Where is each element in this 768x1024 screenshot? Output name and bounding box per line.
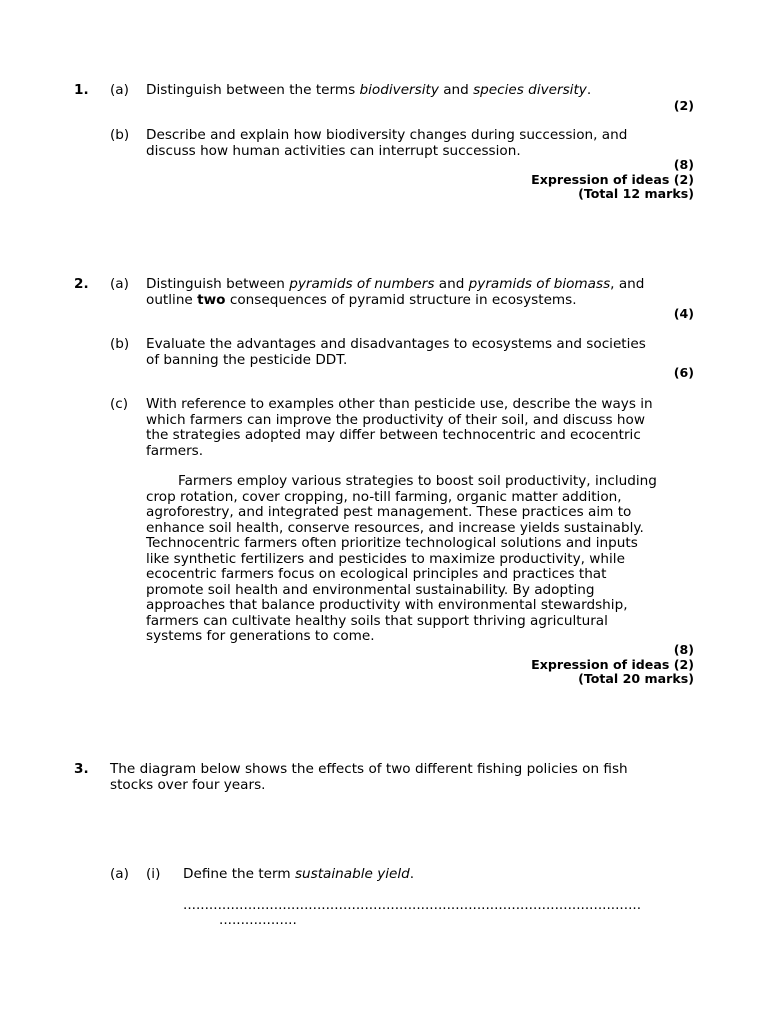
emphasis-two: two xyxy=(197,291,226,308)
question-2-total-marks: (Total 20 marks) xyxy=(578,671,694,686)
question-2a-text-pre: Distinguish between xyxy=(146,276,290,292)
question-2b-text: Evaluate the advantages and disadvantages to ecosystems and societies of banning the pesticide DDT. xyxy=(146,336,646,368)
question-3a-label: (a) xyxy=(110,866,129,882)
question-1-total-marks: (Total 12 marks) xyxy=(578,186,694,201)
question-2c-text: With reference to examples other than pesticide use, describe the ways in which farmers can improve the productivity of their soil, and discuss how the strategies adopted may differ between technocentric and ecocentric farmers. xyxy=(146,396,653,459)
term-pyramids-of-biomass: pyramids of biomass xyxy=(468,276,611,292)
question-1b-label: (b) xyxy=(110,127,130,143)
question-3-number: 3. xyxy=(74,761,89,777)
question-1a-text-post: . xyxy=(586,82,592,98)
question-2c-marks-value: (8) xyxy=(673,642,694,657)
question-2a-text-post1: , and outline xyxy=(146,276,645,308)
answer-line-1[interactable]: .......................................................................................................... xyxy=(183,897,642,913)
question-2a-text xyxy=(146,277,661,308)
term-pyramids-of-numbers: pyramids of numbers xyxy=(289,276,435,292)
question-2a-text-mid: and xyxy=(434,276,469,292)
question-1-number: 1. xyxy=(74,82,89,98)
question-3-intro: The diagram below shows the effects of two different fishing policies on fish stocks over four years. xyxy=(110,761,628,793)
term-biodiversity: biodiversity xyxy=(359,82,439,98)
question-1a-marks: (2) xyxy=(673,98,694,113)
question-1a-label: (a) xyxy=(110,82,129,98)
question-1a-text xyxy=(146,83,661,99)
question-3a-i-text-pre: Define the term xyxy=(183,866,295,882)
question-1b-text: Describe and explain how biodiversity changes during succession, and discuss how human activities can interrupt succession. xyxy=(146,127,628,159)
question-2a-marks: (4) xyxy=(673,306,694,321)
question-3a-i-label: (i) xyxy=(146,866,161,882)
question-2a-label: (a) xyxy=(110,276,129,292)
question-2c-marks xyxy=(531,643,694,687)
question-1b-marks xyxy=(531,158,694,202)
question-2-number: 2. xyxy=(74,276,89,292)
question-3a-i-text xyxy=(183,867,663,883)
answer-line-2[interactable]: .................. xyxy=(219,912,297,928)
question-2c-label: (c) xyxy=(110,396,129,412)
term-sustainable-yield: sustainable yield xyxy=(294,866,410,882)
question-2a-text-post2: consequences of pyramid structure in ecosystems. xyxy=(225,291,577,308)
question-3a-i-text-post: . xyxy=(409,866,415,882)
question-2b-marks: (6) xyxy=(673,365,694,380)
question-1b-marks-value: (8) xyxy=(673,157,694,172)
question-2b-label: (b) xyxy=(110,336,130,352)
term-species-diversity: species diversity xyxy=(473,82,587,98)
question-1-expression-of-ideas: Expression of ideas (2) xyxy=(531,171,694,187)
question-1a-text-mid: and xyxy=(438,82,474,98)
question-2c-answer: Farmers employ various strategies to boost soil productivity, including crop rotation, cover cropping, no-till farming, organic matter addition, agroforestry, and integrated pest management. These practices aim to enhance soil health, conserve resources, and increase yields sustainably. Technocentric farmers often prioritize technological solutions and inputs like synthetic fertilizers and pesticides to maximize productivity, while ecocentric farmers focus on ecological principles and practices that promote soil health and environmental sustainability. By adopting approaches that balance productivity with environmental stewardship, farmers can cultivate healthy soils that support thriving agricultural systems for generations to come. xyxy=(146,473,657,644)
question-2-expression-of-ideas: Expression of ideas (2) xyxy=(531,656,694,672)
question-1a-text-pre: Distinguish between the terms xyxy=(146,82,360,98)
